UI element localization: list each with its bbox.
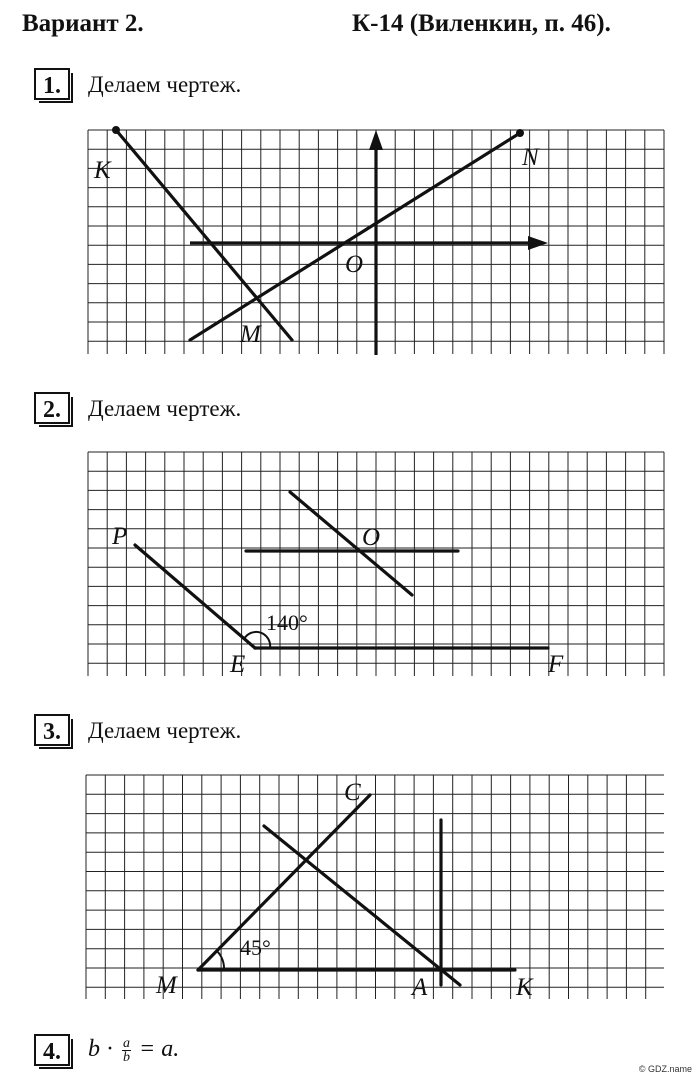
x-axis-arrow-icon <box>528 236 548 250</box>
worksheet-title: К-14 (Виленкин, п. 46). <box>352 10 611 37</box>
line-N <box>190 133 520 340</box>
point-K <box>112 126 120 134</box>
formula-rhs: = a. <box>139 1036 180 1062</box>
formula-b: b <box>88 1036 100 1062</box>
task-1-number: 1. <box>34 68 70 100</box>
label-K: K <box>94 157 111 184</box>
task-3-text: Делаем чертеж. <box>88 718 242 743</box>
credit-watermark: © GDZ.name <box>638 1064 692 1074</box>
task-2-text: Делаем чертеж. <box>88 396 242 421</box>
ray-EP <box>135 545 255 648</box>
label-O: O <box>345 251 364 278</box>
angle-45-label: 45° <box>240 935 271 960</box>
variant-heading: Вариант 2. <box>22 10 144 37</box>
task-2-number: 2. <box>34 392 70 424</box>
task-4-formula <box>88 1036 179 1064</box>
formula-dot: · <box>106 1036 114 1062</box>
point-N <box>516 129 524 137</box>
label-K3: K <box>516 974 533 1001</box>
label-A: A <box>412 974 428 1001</box>
figure-3-grid <box>86 775 664 999</box>
line-K <box>116 130 292 340</box>
angle-140-label: 140° <box>266 610 308 635</box>
task-1-text: Делаем чертеж. <box>88 72 242 97</box>
y-axis-arrow-icon <box>369 130 383 150</box>
label-M: M <box>240 321 261 348</box>
formula-fraction: $\frac{a}{b}$ <box>123 1035 130 1065</box>
label-M3: M <box>156 972 177 999</box>
ray-MC <box>198 795 370 970</box>
line-through-O-slanted <box>290 492 412 595</box>
label-E: E <box>230 651 246 678</box>
label-C: C <box>344 779 361 806</box>
label-P: P <box>112 523 128 550</box>
line-slanted-through-A <box>264 826 460 985</box>
task-3-number: 3. <box>34 714 70 746</box>
label-F: F <box>548 651 564 678</box>
label-O2: O <box>362 524 381 551</box>
angle-45-arc <box>217 951 224 970</box>
task-4-number: 4. <box>34 1034 70 1066</box>
label-N: N <box>522 144 539 171</box>
